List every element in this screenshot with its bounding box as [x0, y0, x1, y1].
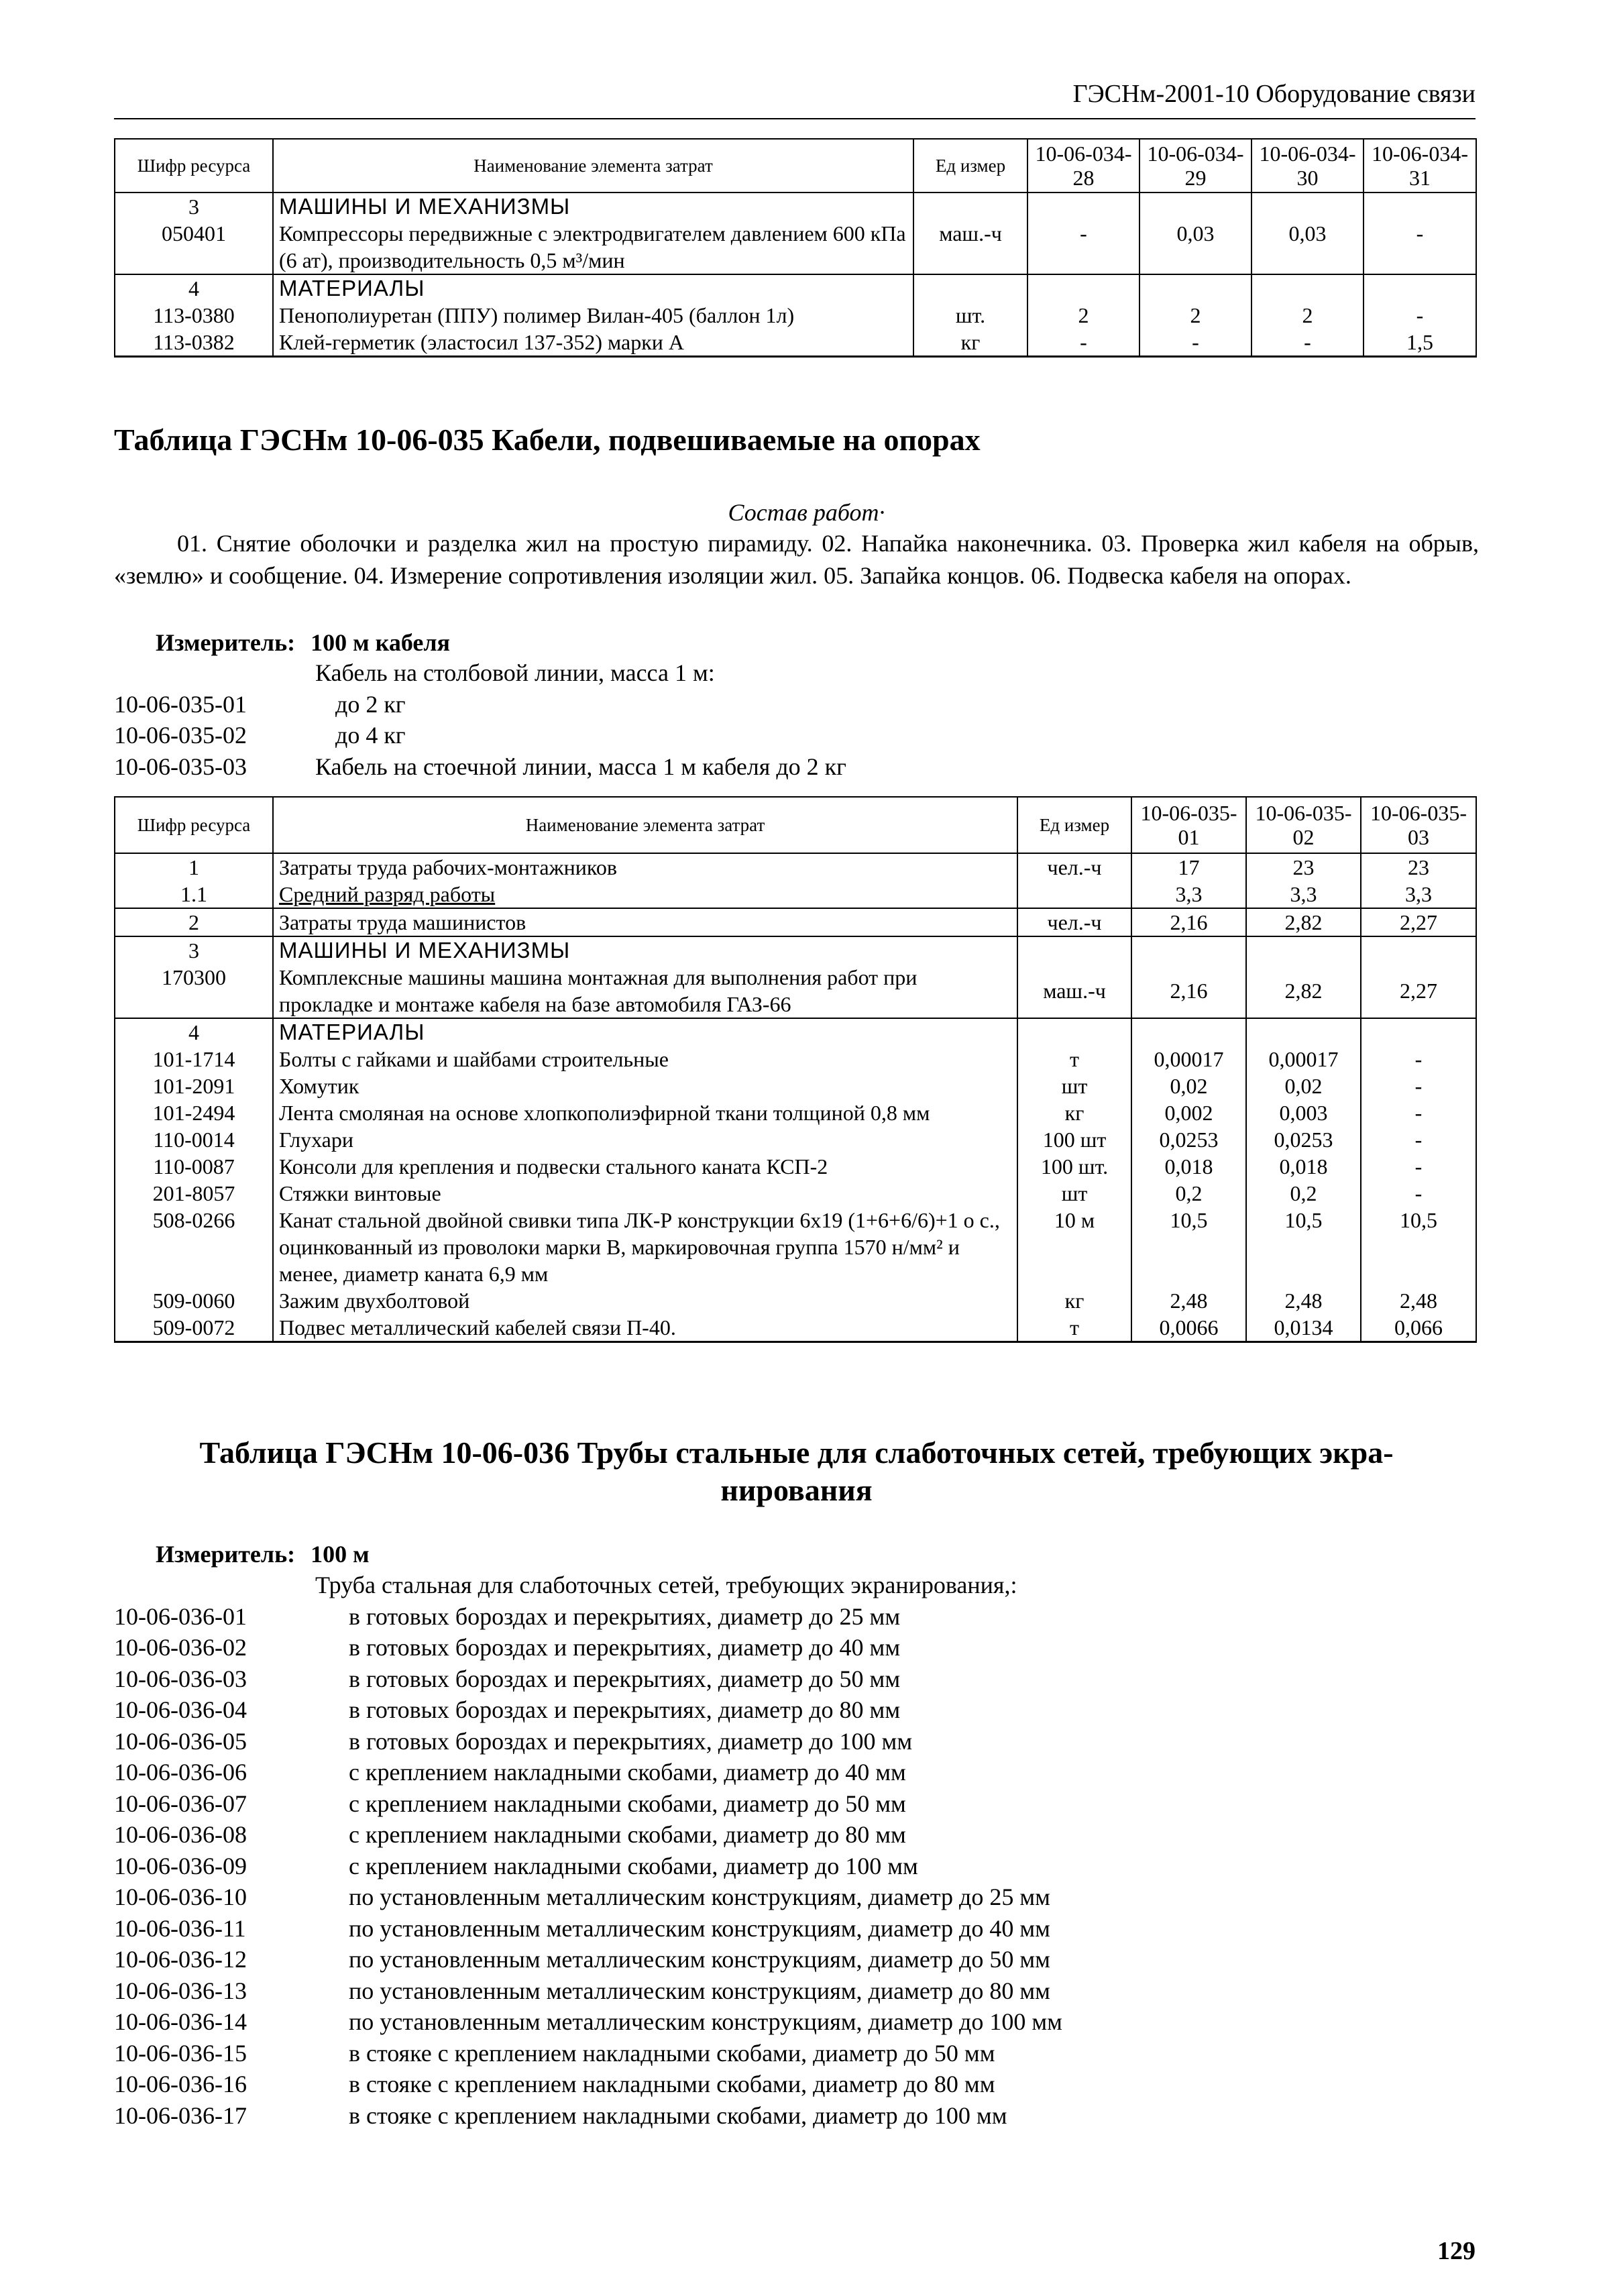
norm-code: 10-06-035-01	[114, 690, 247, 718]
col-header-norm: 10-06-035-02	[1246, 797, 1361, 853]
norm-value: 10,5	[1361, 1207, 1476, 1287]
resource-code: 170300	[115, 964, 273, 1018]
resource-code: 2	[115, 908, 273, 936]
col-header-unit: Ед измер	[913, 139, 1027, 193]
norm-code: 10-06-036-03	[114, 1665, 247, 1692]
resource-name: Затраты труда рабочих-монтажников	[273, 853, 1017, 881]
norm-value: -	[1027, 220, 1139, 274]
norm-value: 0,00017	[1131, 1046, 1246, 1073]
resource-code: 3	[115, 936, 273, 964]
norm-description: по установленным металлическим конструкциям, диаметр до 40 мм	[349, 1914, 1050, 1942]
list-item	[114, 1757, 1062, 1788]
list-item	[114, 1601, 1062, 1633]
norm-value: 0,02	[1131, 1073, 1246, 1099]
norm-value: -	[1361, 1046, 1476, 1073]
table-row	[115, 881, 1476, 908]
norm-code: 10-06-036-05	[114, 1727, 247, 1755]
norm-description: в готовых бороздах и перекрытиях, диаметр до 50 мм	[349, 1665, 901, 1692]
list-item	[114, 1726, 1062, 1757]
list-item	[114, 689, 846, 720]
norm-value: 2	[1139, 302, 1252, 329]
resource-code: 113-0382	[115, 329, 273, 357]
resource-name: Болты с гайками и шайбами строительные	[273, 1046, 1017, 1073]
norm-value: 17	[1131, 853, 1246, 881]
resource-unit: маш.-ч	[1017, 964, 1131, 1018]
list-item	[114, 751, 846, 783]
norm-value: -	[1252, 329, 1364, 357]
list-intro: Труба стальная для слаботочных сетей, требующих экранирования,:	[315, 1572, 1017, 1598]
list-item	[114, 1570, 1062, 1601]
table-row	[115, 964, 1476, 1018]
norm-code: 10-06-036-10	[114, 1883, 247, 1910]
table-row	[115, 853, 1476, 881]
norm-description: в готовых бороздах и перекрытиях, диаметр до 100 мм	[349, 1727, 913, 1755]
norm-value: 23	[1361, 853, 1476, 881]
resource-name: Подвес металлический кабелей связи П-40.	[273, 1314, 1017, 1342]
norm-value: 0,003	[1246, 1099, 1361, 1126]
resource-unit: 100 шт	[1017, 1126, 1131, 1153]
norm-value: 2,27	[1361, 908, 1476, 936]
table-row	[115, 908, 1476, 936]
resource-unit: т	[1017, 1314, 1131, 1342]
table-row	[115, 1314, 1476, 1342]
norm-value: -	[1361, 1126, 1476, 1153]
table-row	[115, 1073, 1476, 1099]
list-item	[114, 2069, 1062, 2100]
resource-code: 4	[115, 274, 273, 302]
norm-value: 0,0134	[1246, 1314, 1361, 1342]
resource-name: Канат стальной двойной свивки типа ЛК-Р конструкции 6х19 (1+6+6/6)+1 о с., оцинкованный из проволоки марки В, маркировочная группа 1570 н/мм² и менее, диаметр каната 6,9 мм	[273, 1207, 1017, 1287]
norm-value: -	[1364, 302, 1476, 329]
norm-code: 10-06-036-16	[114, 2071, 247, 2097]
resource-unit: шт	[1017, 1180, 1131, 1207]
resource-name: Пенополиуретан (ППУ) полимер Вилан-405 (баллон 1л)	[273, 302, 913, 329]
resource-name: Комплексные машины машина монтажная для выполнения работ при прокладке и монтаже кабеля на базе автомобиля ГАЗ-66	[273, 964, 1017, 1018]
table-row	[115, 1207, 1476, 1287]
norm-code: 10-06-035-03	[114, 753, 247, 780]
code-list-035	[114, 657, 846, 782]
resource-name: Глухари	[273, 1126, 1017, 1153]
running-header-text: ГЭСНм-2001-10 Оборудование связи	[1072, 80, 1476, 108]
list-item	[114, 1788, 1062, 1820]
norm-value: 0,066	[1361, 1314, 1476, 1342]
norm-description: в стояке с креплением накладными скобами, диаметр до 80 мм	[349, 2071, 995, 2097]
norm-value: -	[1361, 1073, 1476, 1099]
norm-value: 2,16	[1131, 908, 1246, 936]
norm-value: 0,018	[1246, 1153, 1361, 1180]
resource-name: Зажим двухболтовой	[273, 1287, 1017, 1314]
resource-name: Хомутик	[273, 1073, 1017, 1099]
resource-unit: кг	[1017, 1099, 1131, 1126]
col-header-name: Наименование элемента затрат	[273, 139, 913, 193]
table-title-line: нирования	[720, 1473, 873, 1507]
resource-unit: т	[1017, 1046, 1131, 1073]
list-item	[114, 1819, 1062, 1851]
norm-code: 10-06-036-11	[114, 1914, 246, 1942]
code-list-036	[114, 1570, 1062, 2131]
norm-value: 0,2	[1131, 1180, 1246, 1207]
col-header-norm: 10-06-034-28	[1027, 139, 1139, 193]
resource-table-034	[114, 138, 1477, 358]
norm-code: 10-06-036-02	[114, 1634, 247, 1661]
norm-value: 2	[1027, 302, 1139, 329]
norm-description: в стояке с креплением накладными скобами, диаметр до 50 мм	[349, 2039, 995, 2067]
norm-code: 10-06-036-14	[114, 2008, 247, 2035]
norm-value: 0,002	[1131, 1099, 1246, 1126]
norm-description: в готовых бороздах и перекрытиях, диаметр до 40 мм	[349, 1634, 901, 1661]
table-row	[115, 1153, 1476, 1180]
resource-unit: маш.-ч	[913, 220, 1027, 274]
table-row	[115, 302, 1476, 329]
resource-code: 110-0087	[115, 1153, 273, 1180]
list-item	[114, 1881, 1062, 1913]
norm-value: 2,16	[1131, 964, 1246, 1018]
list-intro: Кабель на столбовой линии, масса 1 м:	[315, 659, 715, 686]
norm-value: 0,02	[1246, 1073, 1361, 1099]
resource-code: 201-8057	[115, 1180, 273, 1207]
norm-value: 10,5	[1246, 1207, 1361, 1287]
measure-036	[156, 1538, 370, 1570]
norm-description: по установленным металлическим конструкциям, диаметр до 25 мм	[349, 1883, 1050, 1910]
norm-value: 2,82	[1246, 908, 1361, 936]
measure-label: Измеритель:	[156, 1541, 296, 1568]
resource-unit: шт.	[913, 302, 1027, 329]
norm-description: с креплением накладными скобами, диаметр до 100 мм	[349, 1852, 918, 1879]
norm-value: -	[1139, 329, 1252, 357]
resource-code: 101-2494	[115, 1099, 273, 1126]
resource-code: 101-1714	[115, 1046, 273, 1073]
table-row	[115, 1046, 1476, 1073]
resource-name: Клей-герметик (эластосил 137-352) марки А	[273, 329, 913, 357]
norm-value: 0,0253	[1131, 1126, 1246, 1153]
col-header-norm: 10-06-034-30	[1252, 139, 1364, 193]
norm-value: 3,3	[1246, 881, 1361, 908]
resource-unit: 100 шт.	[1017, 1153, 1131, 1180]
norm-description: в стояке с креплением накладными скобами, диаметр до 100 мм	[349, 2101, 1007, 2129]
table-row	[115, 1099, 1476, 1126]
works-text: 01. Снятие оболочки и разделка жил на простую пирамиду. 02. Напайка наконечника. 03. Проверка жил кабеля на обрыв, «землю» и сообщение. 04. Измерение сопротивления изоляции жил. 05. Запайка концов. 06. Подвеска кабеля на опорах.	[114, 530, 1479, 589]
norm-description: с креплением накладными скобами, диаметр до 50 мм	[349, 1790, 906, 1817]
norm-description: Кабель на стоечной линии, масса 1 м кабеля до 2 кг	[315, 753, 846, 780]
col-header-norm: 10-06-034-31	[1364, 139, 1476, 193]
running-header	[114, 75, 1476, 119]
resource-table-035	[114, 796, 1477, 1343]
table-title-line: Таблица ГЭСНм 10-06-036 Трубы стальные для слаботочных сетей, требующих экра-	[199, 1435, 1394, 1470]
norm-value: 2,48	[1361, 1287, 1476, 1314]
col-header-unit: Ед измер	[1017, 797, 1131, 853]
measure-label: Измеритель:	[156, 629, 296, 656]
norm-code: 10-06-036-06	[114, 1759, 247, 1786]
norm-description: по установленным металлическим конструкциям, диаметр до 100 мм	[349, 2008, 1062, 2035]
norm-description: с креплением накладными скобами, диаметр до 40 мм	[349, 1759, 906, 1786]
norm-value: 0,0066	[1131, 1314, 1246, 1342]
norm-value: 0,00017	[1246, 1046, 1361, 1073]
resource-code: 1.1	[115, 881, 273, 908]
table-row	[115, 1287, 1476, 1314]
norm-code: 10-06-036-01	[114, 1602, 247, 1630]
list-item	[114, 1851, 1062, 1882]
norm-value: 0,2	[1246, 1180, 1361, 1207]
table-row	[115, 329, 1476, 357]
norm-code: 10-06-036-15	[114, 2039, 247, 2067]
resource-unit: чел.-ч	[1017, 908, 1131, 936]
norm-description: в готовых бороздах и перекрытиях, диаметр до 80 мм	[349, 1696, 901, 1723]
norm-value: 0,0253	[1246, 1126, 1361, 1153]
norm-value: 10,5	[1131, 1207, 1246, 1287]
list-item	[114, 1694, 1062, 1726]
norm-value: -	[1361, 1099, 1476, 1126]
resource-name: Лента смоляная на основе хлопкополиэфирной ткани толщиной 0,8 мм	[273, 1099, 1017, 1126]
norm-description: с креплением накладными скобами, диаметр до 80 мм	[349, 1821, 906, 1848]
resource-unit: кг	[1017, 1287, 1131, 1314]
section-heading: МАШИНЫ И МЕХАНИЗМЫ	[273, 936, 1017, 964]
norm-value: 3,3	[1361, 881, 1476, 908]
col-header-code: Шифр ресурса	[115, 139, 273, 193]
resource-code: 113-0380	[115, 302, 273, 329]
norm-code: 10-06-036-09	[114, 1852, 247, 1879]
col-header-norm: 10-06-035-01	[1131, 797, 1246, 853]
list-item	[114, 2038, 1062, 2069]
norm-value: 0,03	[1139, 220, 1252, 274]
list-item	[114, 2006, 1062, 2038]
resource-code: 509-0060	[115, 1287, 273, 1314]
norm-code: 10-06-036-08	[114, 1821, 247, 1848]
list-item	[114, 1944, 1062, 1975]
norm-code: 10-06-036-17	[114, 2101, 247, 2129]
norm-description: в готовых бороздах и перекрытиях, диаметр до 25 мм	[349, 1602, 901, 1630]
norm-value: 2,82	[1246, 964, 1361, 1018]
list-item	[114, 657, 846, 689]
norm-value: 2,27	[1361, 964, 1476, 1018]
resource-code: 508-0266	[115, 1207, 273, 1287]
resource-name: Консоли для крепления и подвески стального каната КСП-2	[273, 1153, 1017, 1180]
resource-code: 4	[115, 1018, 273, 1046]
col-header-norm: 10-06-035-03	[1361, 797, 1476, 853]
list-item	[114, 1663, 1062, 1695]
table-row	[115, 274, 1476, 302]
resource-code: 050401	[115, 220, 273, 274]
page-number: 129	[1437, 2237, 1476, 2265]
section-heading: МАТЕРИАЛЫ	[273, 1018, 1017, 1046]
norm-value: 2,48	[1246, 1287, 1361, 1314]
resource-unit: 10 м	[1017, 1207, 1131, 1287]
norm-description: по установленным металлическим конструкциям, диаметр до 50 мм	[349, 1946, 1050, 1973]
col-header-code: Шифр ресурса	[115, 797, 273, 853]
norm-value: -	[1027, 329, 1139, 357]
table-row	[115, 1018, 1476, 1046]
table-title-035: Таблица ГЭСНм 10-06-035 Кабели, подвешиваемые на опорах	[114, 423, 981, 457]
norm-value: -	[1361, 1180, 1476, 1207]
resource-name: Компрессоры передвижные с электродвигателем давлением 600 кПа (6 ат), производительность 0,5 м³/мин	[273, 220, 913, 274]
resource-unit: чел.-ч	[1017, 853, 1131, 881]
norm-value: 1,5	[1364, 329, 1476, 357]
list-item	[114, 720, 846, 751]
table-row	[115, 193, 1476, 220]
norm-value: -	[1364, 220, 1476, 274]
resource-name: Затраты труда машинистов	[273, 908, 1017, 936]
resource-code: 3	[115, 193, 273, 220]
list-item	[114, 1632, 1062, 1663]
measure-value: 100 м	[311, 1541, 370, 1568]
resource-unit: шт	[1017, 1073, 1131, 1099]
resource-name: Средний разряд работы	[273, 881, 1017, 908]
resource-name: Стяжки винтовые	[273, 1180, 1017, 1207]
resource-unit: кг	[913, 329, 1027, 357]
norm-value: 0,018	[1131, 1153, 1246, 1180]
norm-value: 2	[1252, 302, 1364, 329]
norm-code: 10-06-036-04	[114, 1696, 247, 1723]
table-row	[115, 936, 1476, 964]
col-header-norm: 10-06-034-29	[1139, 139, 1252, 193]
norm-value: 23	[1246, 853, 1361, 881]
norm-description: до 4 кг	[335, 722, 406, 749]
norm-value: -	[1361, 1153, 1476, 1180]
table-row	[115, 1180, 1476, 1207]
norm-value: 2,48	[1131, 1287, 1246, 1314]
norm-description: по установленным металлическим конструкциям, диаметр до 80 мм	[349, 1977, 1050, 2004]
col-header-name: Наименование элемента затрат	[273, 797, 1017, 853]
measure-035	[156, 626, 450, 659]
norm-value: 3,3	[1131, 881, 1246, 908]
resource-code: 110-0014	[115, 1126, 273, 1153]
section-heading: МАТЕРИАЛЫ	[273, 274, 913, 302]
list-item	[114, 2100, 1062, 2132]
resource-code: 1	[115, 853, 273, 881]
list-item	[114, 1913, 1062, 1945]
norm-value: 0,03	[1252, 220, 1364, 274]
norm-code: 10-06-036-13	[114, 1977, 247, 2004]
table-row	[115, 1126, 1476, 1153]
norm-code: 10-06-035-02	[114, 722, 247, 749]
section-heading: МАШИНЫ И МЕХАНИЗМЫ	[273, 193, 913, 220]
norm-code: 10-06-036-07	[114, 1790, 247, 1817]
resource-code: 509-0072	[115, 1314, 273, 1342]
table-title-036	[114, 1434, 1479, 1509]
list-item	[114, 1975, 1062, 2007]
norm-code: 10-06-036-12	[114, 1946, 247, 1973]
works-heading: Состав работ·	[728, 499, 885, 526]
norm-description: до 2 кг	[335, 690, 406, 718]
table-row	[115, 220, 1476, 274]
resource-code: 101-2091	[115, 1073, 273, 1099]
measure-value: 100 м кабеля	[311, 629, 451, 656]
resource-unit	[1017, 881, 1131, 908]
